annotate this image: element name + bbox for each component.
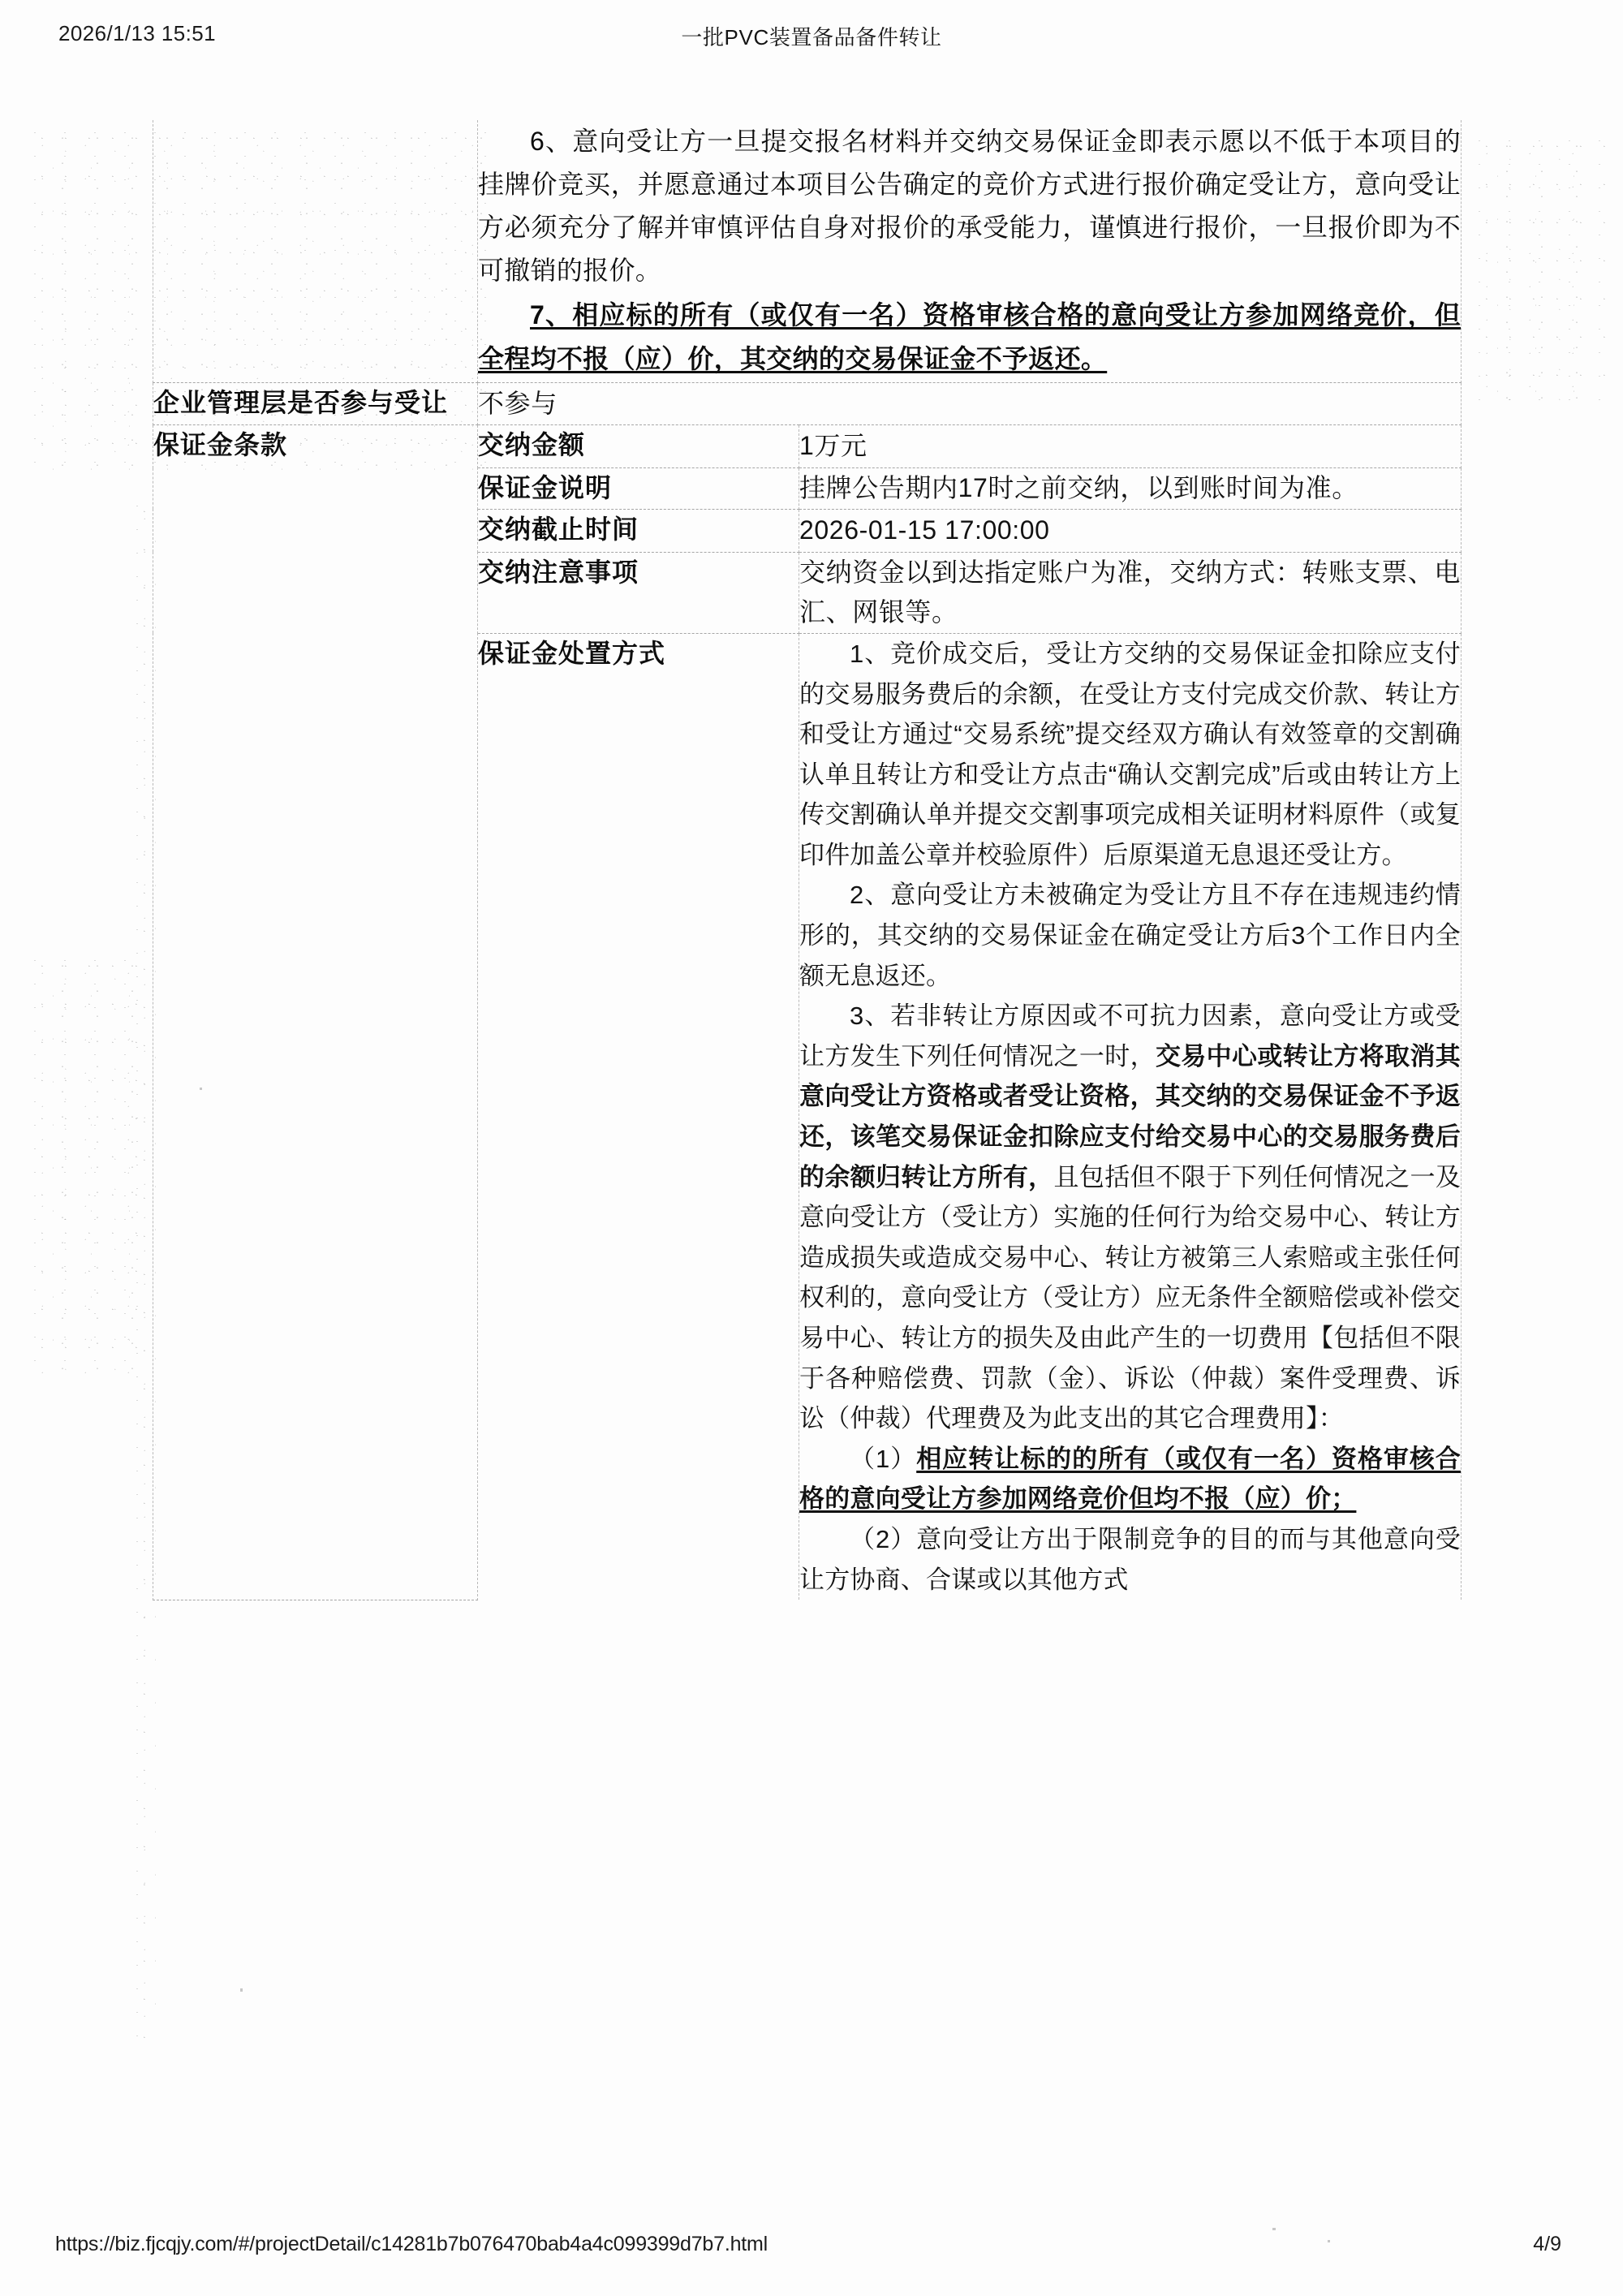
disposal-subclause-1 xyxy=(799,1439,1461,1519)
deposit-amount-value-cell xyxy=(799,425,1462,468)
deposit-note-value-cell xyxy=(799,468,1462,510)
deposit-amount-label-cell xyxy=(478,425,799,468)
deposit-deadline-label: 交纳截止时间 xyxy=(478,514,639,544)
disposal-clause-1: 1、竞价成交后，受让方交纳的交易保证金扣除应支付的交易服务费后的余额，在受让方支付完成交价款、转让方和受让方通过“交易系统”提交经双方确认有效签章的交割确认单且转让方和受让方点击“确认交割完成”后或由转让方上传交割确认单并提交交割事项完成相关证明材料原件（或复印件加盖公章并校验原件）后原渠道无息退还受让方。 xyxy=(799,639,1462,869)
table-row-management-participation xyxy=(153,382,1462,425)
footer-source-url: https://biz.fjcqjy.com/#/projectDetail/c14281b7b076470bab4a4c099399d7b7.html xyxy=(55,2233,768,2255)
deposit-note-label: 保证金说明 xyxy=(478,473,613,503)
management-participation-label-cell xyxy=(153,382,478,425)
disposal-clause-3-emphasis: 交易中心或转让方将取消其意向受让方资格或者受让资格，其交纳的交易保证金不予返还，该笔交易保证金扣除应支付给交易中心的交易服务费后的余额归转让方所有， xyxy=(799,1041,1462,1191)
header-document-title: 一批PVC装置备品备件转让 xyxy=(681,25,942,50)
clause-item-7: 7、相应标的所有（或仅有一名）资格审核合格的意向受让方参加网络竞价，但全程均不报（应）价，其交纳的交易保证金不予返还。 xyxy=(478,300,1462,373)
management-participation-value-cell xyxy=(478,382,1462,425)
deposit-precautions-label: 交纳注意事项 xyxy=(478,557,639,587)
deposit-precautions-value: 交纳资金以到达指定账户为准，交纳方式：转账支票、电汇、网银等。 xyxy=(799,557,1462,627)
header-timestamp: 2026/1/13 15:51 xyxy=(58,21,216,45)
deposit-precautions-label-cell xyxy=(478,552,799,633)
deposit-terms-label-cell xyxy=(153,425,478,1600)
disposal-clause-3-intro: 3、若非转让方原因或不可抗力因素，意向受让方或受让方发生下列任何情况之一时， xyxy=(799,1002,1462,1070)
page-footer xyxy=(0,2233,1623,2260)
deposit-disposal-label: 保证金处置方式 xyxy=(478,638,666,668)
deposit-note-label-cell xyxy=(478,468,799,510)
deposit-deadline-value: 2026-01-15 17:00:00 xyxy=(799,515,1050,545)
table-row-deposit-amount xyxy=(153,425,1462,468)
deposit-amount-label: 交纳金额 xyxy=(478,430,586,460)
continued-clauses-text xyxy=(478,120,1461,381)
table-row-continued-clauses xyxy=(153,120,1462,382)
deposit-amount-value: 1万元 xyxy=(799,431,867,461)
deposit-terms-label: 保证金条款 xyxy=(153,430,288,460)
deposit-deadline-value-cell xyxy=(799,509,1462,552)
deposit-disposal-label-cell xyxy=(478,633,799,1600)
management-participation-label: 企业管理层是否参与受让 xyxy=(153,387,449,417)
disposal-subclause-1-marker: （1） xyxy=(850,1444,917,1473)
deposit-disposal-value-cell xyxy=(799,633,1462,1600)
deposit-disposal-clauses xyxy=(799,634,1461,1600)
footer-page-number: 4/9 xyxy=(1533,2233,1561,2255)
listing-detail-table xyxy=(153,120,1462,1600)
deposit-precautions-value-cell xyxy=(799,552,1462,633)
disposal-subclause-2: （2）意向受让方出于限制竞争的目的而与其他意向受让方协商、合谋或以其他方式 xyxy=(799,1524,1462,1594)
continued-clauses-empty-label xyxy=(153,120,478,382)
continued-clauses-cell xyxy=(478,120,1462,382)
disposal-clause-3 xyxy=(799,996,1461,1439)
management-participation-value: 不参与 xyxy=(478,388,558,418)
scan-noise-top-right xyxy=(1477,138,1607,406)
scan-speckle-b xyxy=(240,1988,243,1992)
disposal-clause-2: 2、意向受让方未被确定为受让方且不存在违规违约情形的，其交纳的交易保证金在确定受让方后3个工作日内全额无息返还。 xyxy=(799,881,1462,990)
clause-item-6: 6、意向受让方一旦提交报名材料并交纳交易保证金即表示愿以不低于本项目的挂牌价竞买，并愿意通过本项目公告确定的竞价方式进行报价确定受让方，意向受让方必须充分了解并审慎评估自身对报价的承受能力，谨慎进行报价，一旦报价即为不可撤销的报价。 xyxy=(478,127,1462,286)
page-header xyxy=(0,21,1623,54)
scan-noise-mid-left xyxy=(32,958,154,1380)
disposal-subclause-1-text: 相应转让标的的所有（或仅有一名）资格审核合格的意向受让方参加网络竞价但均不报（应）价； xyxy=(799,1444,1462,1514)
scan-speckle-c xyxy=(1272,2228,1276,2230)
deposit-note-value: 挂牌公告期内17时之前交纳，以到账时间为准。 xyxy=(799,473,1358,503)
disposal-clause-3-rest: 且包括但不限于下列任何情况之一及意向受让方（受让方）实施的任何行为给交易中心、转让方造成损失或造成交易中心、转让方被第三人索赔或主张任何权利的，意向受让方（受让方）应无条件全额赔偿或补偿交易中心、转让方的损失及由此产生的一切费用【包括但不限于各种赔偿费、罚款（金）、诉讼（仲裁）案件受理费、诉讼（仲裁）代理费及为此支出的其它合理费用】： xyxy=(799,1162,1462,1433)
deposit-deadline-label-cell xyxy=(478,509,799,552)
